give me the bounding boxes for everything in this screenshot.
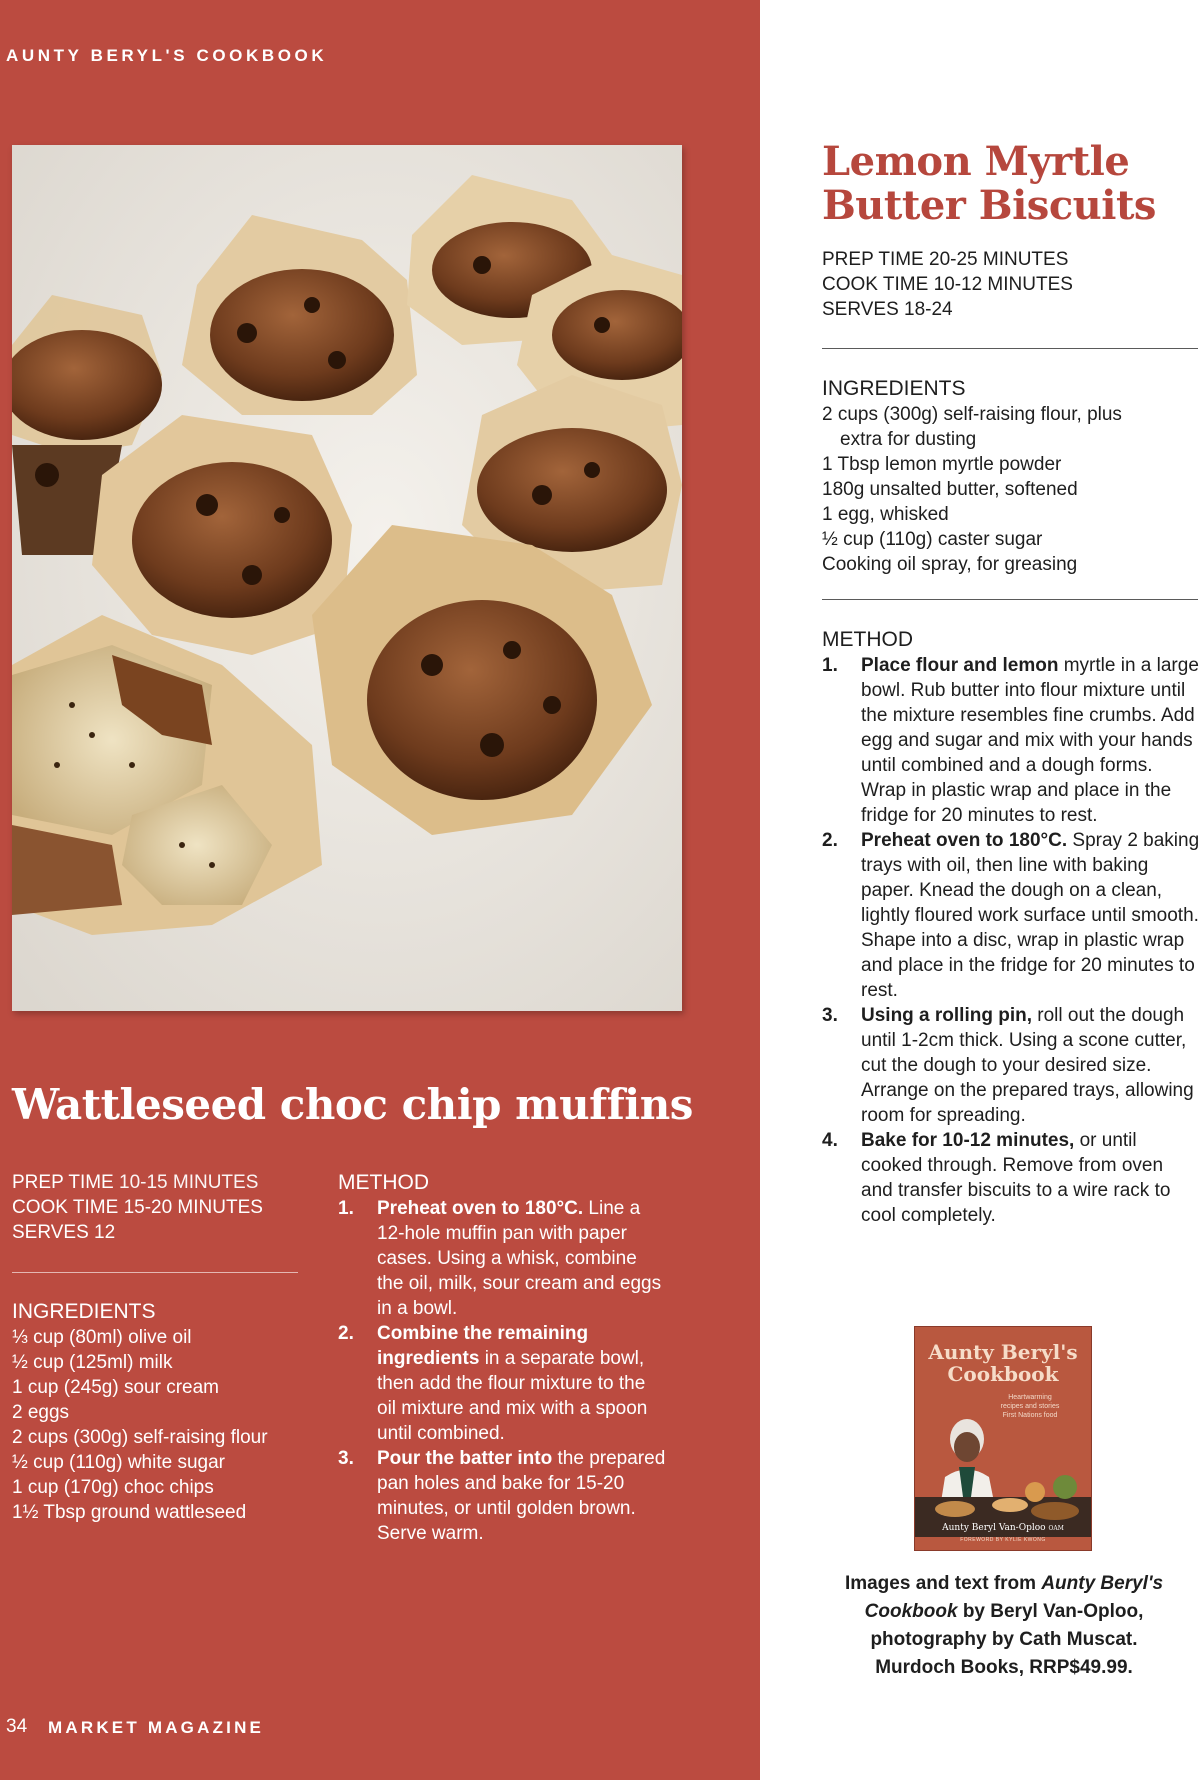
magazine-name: MARKET MAGAZINE (48, 1718, 265, 1737)
muffin-photo (12, 145, 682, 1011)
right-recipe-meta (822, 247, 1162, 322)
ingredient-item: 1 egg, whisked (822, 504, 949, 525)
right-ingredients-heading: INGREDIENTS (822, 377, 966, 400)
right-ingredients (822, 376, 1192, 577)
left-meta-cook (12, 1195, 302, 1220)
cover-title-line2: Cookbook (947, 1362, 1059, 1386)
cover-author-suffix: OAM (1048, 1525, 1064, 1532)
step-number: 3. (338, 1448, 354, 1469)
step-lead: Preheat oven to 180°C. (861, 830, 1068, 851)
right-title-line2: Butter Biscuits (822, 182, 1156, 229)
meta-value: 10-12 MINUTES (933, 274, 1073, 295)
method-step (822, 1128, 1200, 1228)
left-recipe-meta (12, 1170, 302, 1245)
cover-subtitle-line: recipes and stories (1000, 1403, 1060, 1410)
ingredient-item: 2 cups (300g) self-raising flour, plus (822, 404, 1122, 425)
credit-line-2 (830, 1598, 1178, 1626)
step-lead: Pour the batter into (377, 1448, 553, 1469)
ingredient-item: ½ cup (110g) caster sugar (822, 529, 1043, 550)
cover-title-line1: Aunty Beryl's (928, 1340, 1078, 1364)
ingredient-item: 1 cup (170g) choc chips (12, 1477, 214, 1498)
left-ingredients-heading: INGREDIENTS (12, 1300, 156, 1323)
step-number: 2. (822, 830, 838, 851)
right-meta-serves (822, 297, 1162, 322)
method-step (822, 828, 1200, 1003)
credit-line-1 (830, 1570, 1178, 1598)
page-number: 34 (6, 1716, 28, 1737)
right-divider-2 (822, 599, 1198, 600)
step-lead: Preheat oven to 180°C. (377, 1198, 584, 1219)
step-text: roll out the dough until 1-2cm thick. Using a scone cutter, cut the dough to your desired size. Arrange on the prepared trays, allowing room for spreading. (861, 1005, 1194, 1126)
right-divider-1 (822, 348, 1198, 349)
meta-value: 12 (94, 1222, 116, 1243)
meta-key: COOK TIME (822, 274, 929, 295)
step-number: 1. (338, 1198, 354, 1219)
step-text: myrtle in a large bowl. Rub butter into flour mixture until the mixture resembles fine crumbs. Add egg and sugar and mix with your hands until combined and a dough forms. Wrap in plastic wrap and place in the fridge for 20 minutes to rest. (861, 655, 1199, 826)
ingredient-item: 180g unsalted butter, softened (822, 479, 1078, 500)
step-lead: Place flour and lemon (861, 655, 1059, 676)
ingredient-item: 1½ Tbsp ground wattleseed (12, 1502, 247, 1523)
ingredient-item: 2 eggs (12, 1402, 70, 1423)
ingredient-item: ½ cup (110g) white sugar (12, 1452, 225, 1473)
right-recipe-title (822, 140, 1182, 228)
book-cover (914, 1326, 1092, 1551)
meta-key: PREP TIME (822, 249, 924, 270)
meta-value: 15-20 MINUTES (123, 1197, 263, 1218)
step-text: Line a 12-hole muffin pan with paper cases. Using a whisk, combine the oil, milk, sour cream and eggs in a bowl. (377, 1198, 662, 1319)
method-step (338, 1196, 668, 1321)
step-number: 4. (822, 1130, 838, 1151)
step-text: in a separate bowl, then add the flour mixture to the oil mixture and mix with a spoon until combined. (377, 1348, 648, 1444)
left-method (338, 1170, 668, 1546)
credit-book-title: Cookbook (864, 1601, 958, 1622)
cover-author-name: Aunty Beryl Van-Oploo (942, 1523, 1046, 1533)
meta-value: 18-24 (904, 299, 953, 320)
right-method-steps (822, 653, 1200, 1228)
step-text: Spray 2 baking trays with oil, then line with baking paper. Knead the dough on a clean, lightly floured work surface until smooth. Shape into a disc, wrap in plastic wrap and place in the fridge for 20 minutes to rest. (861, 830, 1200, 1001)
step-text: or until cooked through. Remove from oven and transfer biscuits to a wire rack to cool completely. (861, 1130, 1171, 1226)
step-number: 2. (338, 1323, 354, 1344)
cover-subtitle-line: First Nations food (1002, 1412, 1058, 1419)
credit-text: Images and text from (844, 1573, 1037, 1594)
right-meta-cook (822, 272, 1162, 297)
left-ingredients (12, 1299, 312, 1525)
ingredient-item-continued: extra for dusting (840, 429, 977, 450)
ingredient-item: ⅓ cup (80ml) olive oil (12, 1327, 192, 1348)
right-title-line1: Lemon Myrtle (822, 138, 1130, 185)
step-lead: Using a rolling pin, (861, 1005, 1032, 1026)
header-label: AUNTY BERYL'S COOKBOOK (6, 46, 328, 65)
left-meta-prep (12, 1170, 302, 1195)
right-method (822, 627, 1200, 1228)
ingredient-item: 1 Tbsp lemon myrtle powder (822, 454, 1062, 475)
meta-key: COOK TIME (12, 1197, 119, 1218)
credit-line-3: photography by Cath Muscat. (870, 1629, 1138, 1650)
left-meta-serves (12, 1220, 302, 1245)
cover-author (915, 1523, 1091, 1533)
step-text: the prepared pan holes and bake for 15-20 minutes, or until golden brown. Serve warm. (377, 1448, 666, 1544)
step-lead: Bake for 10-12 minutes, (861, 1130, 1075, 1151)
step-number: 3. (822, 1005, 838, 1026)
meta-value: 10-15 MINUTES (119, 1172, 259, 1193)
right-meta-prep (822, 247, 1162, 272)
method-step (338, 1446, 668, 1546)
method-step (338, 1321, 668, 1446)
right-method-heading: METHOD (822, 628, 913, 651)
meta-key: SERVES (12, 1222, 89, 1243)
left-method-steps (338, 1196, 668, 1546)
meta-value: 20-25 MINUTES (929, 249, 1069, 270)
ingredient-item: 1 cup (245g) sour cream (12, 1377, 219, 1398)
left-recipe-title: Wattleseed choc chip muffins (12, 1080, 693, 1129)
ingredient-item: 2 cups (300g) self-raising flour (12, 1427, 268, 1448)
left-method-heading: METHOD (338, 1171, 429, 1194)
credit-book-title: Aunty Beryl's (1041, 1573, 1164, 1594)
left-divider (12, 1272, 298, 1273)
cover-foreword: FOREWORD BY KYLIE KWONG (960, 1537, 1046, 1543)
method-step (822, 1003, 1200, 1128)
ingredient-item: ½ cup (125ml) milk (12, 1352, 173, 1373)
credit-line-4: Murdoch Books, RRP$49.99. (875, 1657, 1133, 1678)
meta-key: SERVES (822, 299, 899, 320)
ingredient-item: Cooking oil spray, for greasing (822, 554, 1078, 575)
meta-key: PREP TIME (12, 1172, 114, 1193)
book-credit (830, 1570, 1178, 1682)
cover-subtitle-line: Heartwarming (1008, 1394, 1052, 1401)
method-step (822, 653, 1200, 828)
step-number: 1. (822, 655, 838, 676)
muffin-photo-illustration (12, 145, 682, 1011)
credit-text: by Beryl Van-Oploo, (962, 1601, 1144, 1622)
cover-photo (915, 1327, 1092, 1551)
step-lead: Combine the remaining ingredients (377, 1323, 589, 1369)
